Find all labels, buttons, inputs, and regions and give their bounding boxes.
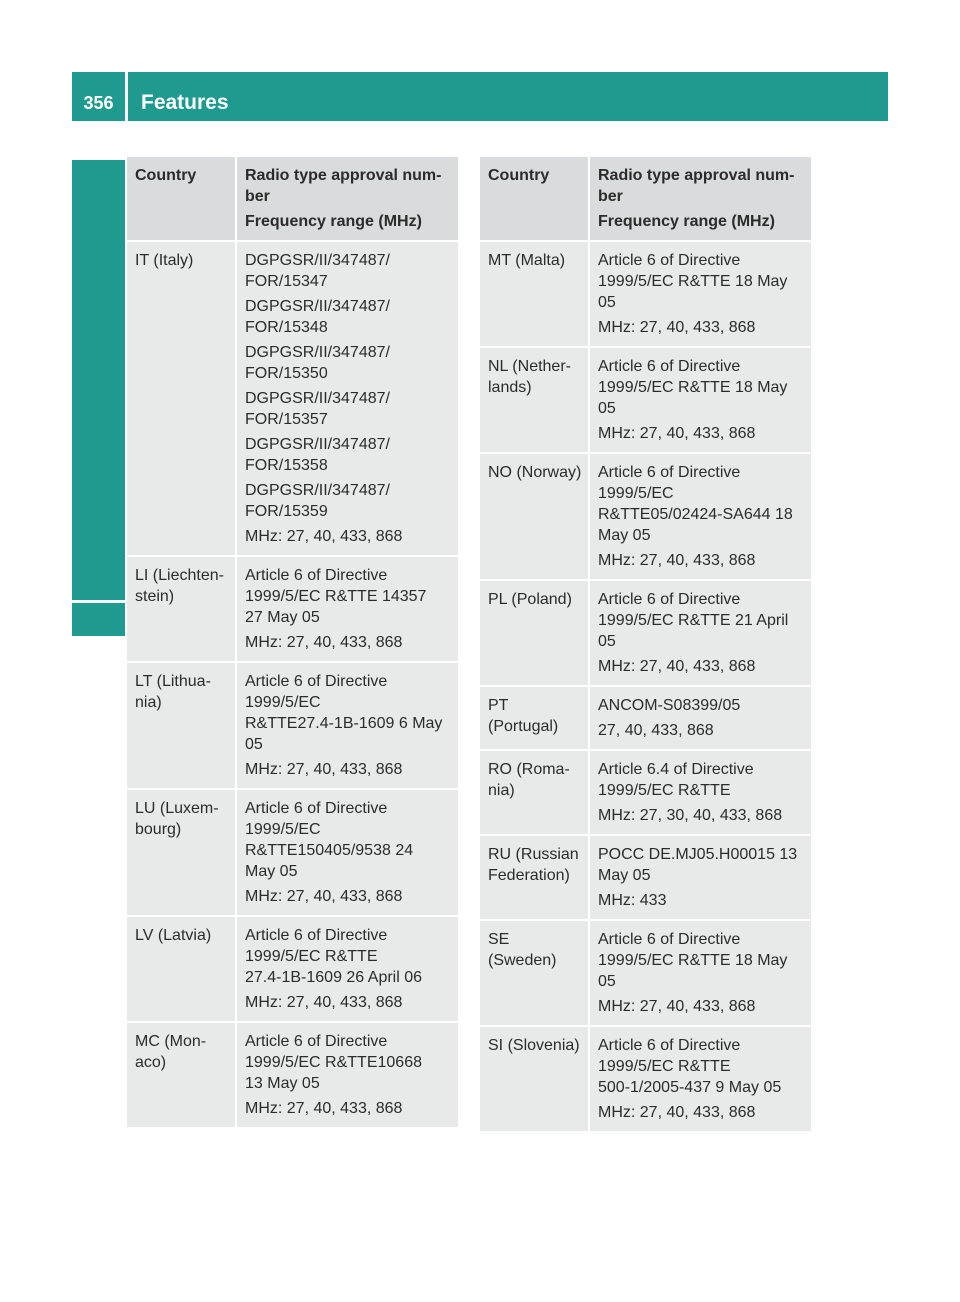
country-cell [127,242,237,555]
approval-number-line: 05 [598,973,616,990]
approval-cell [237,663,458,788]
table-row [480,921,811,1025]
side-tab-marker [72,603,125,636]
approval-number-line: Article 6 of Directive [245,1033,388,1050]
table-row [127,663,458,788]
country-name-line: NO (Norway) [488,464,582,481]
frequency-range: MHz: 27, 40, 433, 868 [245,528,403,545]
approval-number-line: Article 6 of Directive [598,252,741,269]
country-cell [480,581,590,685]
country-cell [480,751,590,834]
country-cell [480,687,590,749]
country-cell [480,348,590,452]
approval-number-line: DGPGSR/II/347487/ [245,436,390,453]
country-name-line: LI (Liechten- [135,567,224,584]
country-name-line: Federation) [488,867,570,884]
approval-number-line: ANCOM-S08399/05 [598,697,741,714]
right-rows [480,242,811,1131]
approval-table-right [480,155,811,1133]
approval-number-line: 05 [598,633,616,650]
table-row [127,790,458,915]
country-cell [127,663,237,788]
country-name-line: SE (Sweden) [488,931,557,969]
country-cell [127,557,237,661]
approval-number-line: Article 6 of Directive [598,1037,741,1054]
approval-number-line: 1999/5/EC R&TTE10668 [245,1054,422,1071]
frequency-range: MHz: 27, 40, 433, 868 [245,994,403,1011]
approval-number-line: May 05 [598,867,651,884]
table-row [480,751,811,834]
table-header-row [127,157,458,240]
country-name-line: stein) [135,588,175,605]
approval-number-line: POCC DE.MJ05.H00015 13 [598,846,798,863]
approval-number-line: DGPGSR/II/347487/ [245,252,390,269]
approval-number-line: 1999/5/EC R&TTE 14357 [245,588,427,605]
approval-number-line: 05 [598,400,616,417]
frequency-range: MHz: 27, 40, 433, 868 [245,761,403,778]
approval-number-line: Article 6.4 of Directive [598,761,754,778]
section-title: Features [141,91,229,114]
country-name-line: bourg) [135,821,182,838]
approval-table-left [127,155,458,1129]
approval-number-line: FOR/15348 [245,319,328,336]
country-name-line: RO (Roma- [488,761,570,778]
country-name-line: PL (Poland) [488,591,572,608]
approval-cell [237,557,458,661]
country-name-line: MC (Mon- [135,1033,207,1050]
approval-number-line: May 05 [245,863,298,880]
approval-number-line: 05 [598,294,616,311]
country-name-line: MT (Malta) [488,252,566,269]
country-name-line: LT (Lithua- [135,673,211,690]
table-row [127,917,458,1021]
approval-number-line: FOR/15357 [245,411,328,428]
approval-number-line: FOR/15350 [245,365,328,382]
approval-number-line: R&TTE27.4-1B-1609 6 May [245,715,443,732]
approval-number-line: Article 6 of Directive [598,464,741,481]
approval-header-line: ber [598,188,623,205]
approval-number-line: May 05 [598,527,651,544]
approval-number-line: R&TTE05/02424-SA644 18 [598,506,793,523]
frequency-range: MHz: 27, 40, 433, 868 [598,1104,756,1121]
approval-cell [590,348,811,452]
table-row [127,557,458,661]
frequency-range: MHz: 27, 40, 433, 868 [598,425,756,442]
frequency-range: 27, 40, 433, 868 [598,722,714,739]
country-cell [480,1027,590,1131]
approval-number-line: 27.4-1B-1609 26 April 06 [245,969,423,986]
country-header: Country [127,157,237,240]
table-row [127,1023,458,1127]
approval-number-line: R&TTE150405/9538 24 [245,842,414,859]
approval-cell [590,581,811,685]
country-cell [127,1023,237,1127]
approval-number-line: 1999/5/EC [245,821,321,838]
approval-number-line: 1999/5/EC R&TTE 21 April [598,612,789,629]
approval-number-line: 1999/5/EC R&TTE 18 May [598,952,788,969]
frequency-range: MHz: 27, 40, 433, 868 [598,998,756,1015]
approval-number-line: DGPGSR/II/347487/ [245,298,390,315]
approval-cell [590,836,811,919]
frequency-range: MHz: 27, 30, 40, 433, 868 [598,807,783,824]
approval-number-line: Article 6 of Directive [245,673,388,690]
approval-number-line: 1999/5/EC R&TTE [598,1058,731,1075]
country-name-line: LV (Latvia) [135,927,212,944]
approval-cell [590,242,811,346]
table-row [127,242,458,555]
country-cell [480,242,590,346]
approval-number-line: Article 6 of Directive [245,927,388,944]
approval-number-line: 1999/5/EC R&TTE [245,948,378,965]
approval-number-line: 27 May 05 [245,609,320,626]
country-cell [480,921,590,1025]
approval-number-line: FOR/15347 [245,273,328,290]
country-cell [127,790,237,915]
approval-cell [590,751,811,834]
table-header-row [480,157,811,240]
frequency-range: MHz: 433 [598,892,667,909]
country-cell [480,836,590,919]
approval-number-line: FOR/15358 [245,457,328,474]
country-name-line: IT (Italy) [135,252,194,269]
frequency-header: Frequency range (MHz) [598,213,775,230]
approval-header-line: Radio type approval num- [245,167,442,184]
country-name-line: NL (Nether- [488,358,571,375]
frequency-range: MHz: 27, 40, 433, 868 [245,888,403,905]
country-name-line: nia) [488,782,515,799]
approval-number-line: Article 6 of Directive [598,358,741,375]
country-name-line: nia) [135,694,162,711]
table-row [480,242,811,346]
approval-cell [590,1027,811,1131]
table-row [480,454,811,579]
approval-header [590,157,811,240]
approval-number-line: 1999/5/EC R&TTE 18 May [598,379,788,396]
frequency-range: MHz: 27, 40, 433, 868 [598,319,756,336]
page-number: 356 [83,93,114,113]
approval-header [237,157,458,240]
approval-cell [590,687,811,749]
approval-number-line: 1999/5/EC R&TTE 18 May [598,273,788,290]
country-name-line: LU (Luxem- [135,800,219,817]
table-row [480,687,811,749]
frequency-range: MHz: 27, 40, 433, 868 [598,552,756,569]
approval-cell [237,917,458,1021]
approval-number-line: FOR/15359 [245,503,328,520]
country-name-line: lands) [488,379,532,396]
table-row [480,1027,811,1131]
approval-number-line: Article 6 of Directive [245,567,388,584]
approval-number-line: 05 [245,736,263,753]
approval-number-line: 13 May 05 [245,1075,320,1092]
approval-cell [590,454,811,579]
approval-number-line: DGPGSR/II/347487/ [245,482,390,499]
approval-number-line: Article 6 of Directive [598,591,741,608]
frequency-header: Frequency range (MHz) [245,213,422,230]
header-divider [125,72,128,121]
country-name-line: PT (Portugal) [488,697,559,735]
frequency-range: MHz: 27, 40, 433, 868 [598,658,756,675]
table-row [480,581,811,685]
approval-number-line: Article 6 of Directive [598,931,741,948]
approval-cell [237,1023,458,1127]
country-header: Country [480,157,590,240]
country-name-line: SI (Slovenia) [488,1037,580,1054]
table-row [480,836,811,919]
approval-header-line: ber [245,188,270,205]
side-tab-label: Stowing and features [86,361,109,575]
approval-number-line: Article 6 of Directive [245,800,388,817]
approval-number-line: 1999/5/EC [245,694,321,711]
approval-cell [590,921,811,1025]
approval-number-line: 1999/5/EC R&TTE [598,782,731,799]
table-row [480,348,811,452]
country-name-line: RU (Russian [488,846,579,863]
approval-number-line: DGPGSR/II/347487/ [245,390,390,407]
approval-number-line: 1999/5/EC [598,485,674,502]
country-cell [480,454,590,579]
country-cell [127,917,237,1021]
approval-header-line: Radio type approval num- [598,167,795,184]
approval-number-line: 500-1/2005-437 9 May 05 [598,1079,782,1096]
approval-number-line: DGPGSR/II/347487/ [245,344,390,361]
frequency-range: MHz: 27, 40, 433, 868 [245,1100,403,1117]
approval-cell [237,790,458,915]
country-name-line: aco) [135,1054,167,1071]
approval-cell [237,242,458,555]
frequency-range: MHz: 27, 40, 433, 868 [245,634,403,651]
left-rows [127,242,458,1127]
